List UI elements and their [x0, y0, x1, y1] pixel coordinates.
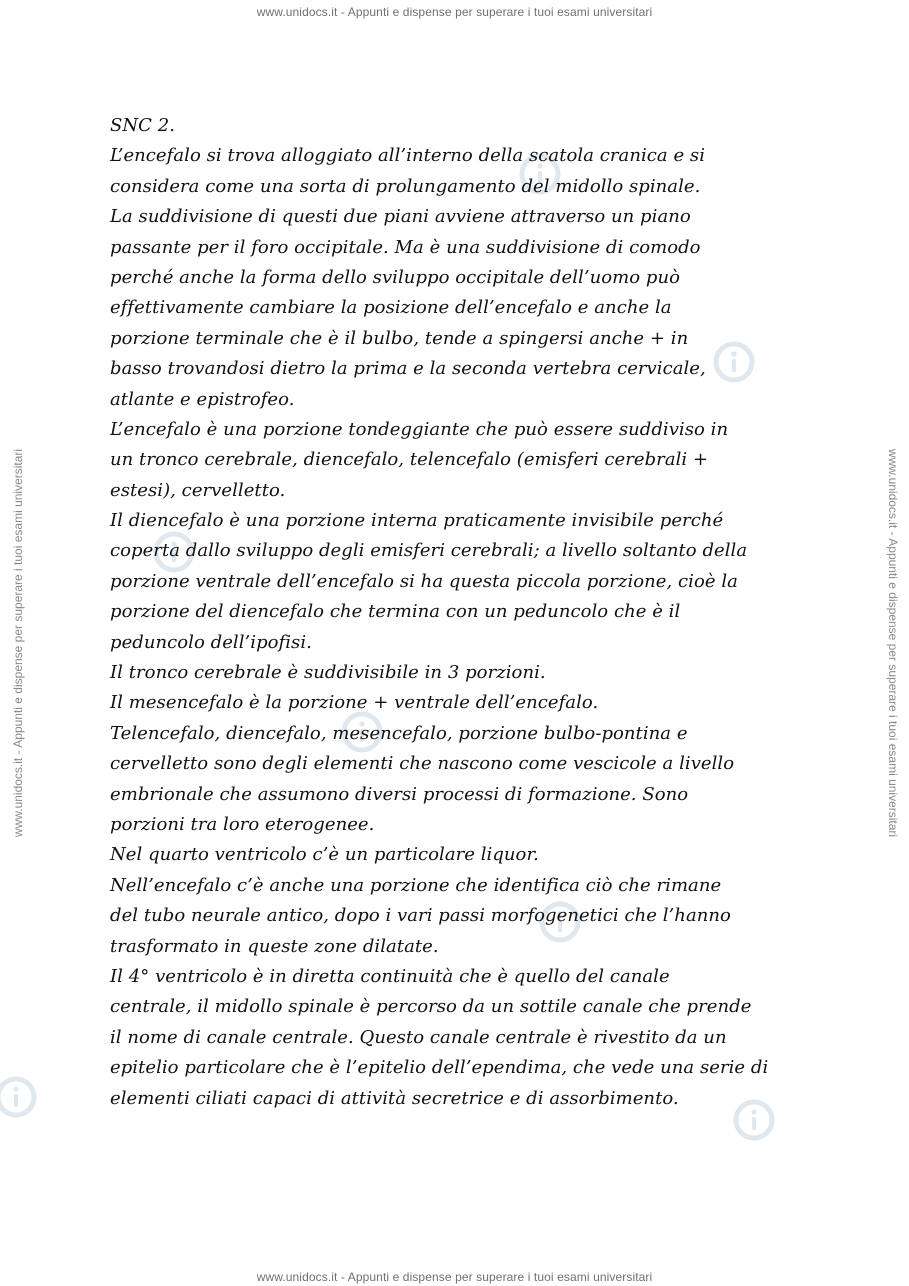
footer-banner: www.unidocs.it - Appunti e dispense per superare i tuoi esami universitari [256, 1270, 653, 1284]
text-line: Il tronco cerebrale è suddivisibile in 3 porzioni. [110, 662, 546, 684]
text-line: Il 4° ventricolo è in diretta continuità che è quello del canale [110, 965, 670, 987]
text-line: cervelletto sono degli elementi che nascono come vescicole a livello [110, 753, 735, 775]
text-line: epitelio particolare che è l’epitelio dell’ependima, che vede una serie di [110, 1057, 769, 1079]
text-line: porzione terminale che è il bulbo, tende a spingersi anche + in [110, 327, 689, 349]
text-line: considera come una sorta di prolungamento del midollo spinale. [110, 175, 701, 197]
text-line: porzione ventrale dell’encefalo si ha questa piccola porzione, cioè la [110, 570, 738, 592]
unidocs-logo-icon [0, 1075, 38, 1119]
text-line: Nell’encefalo c’è anche una porzione che identifica ciò che rimane [110, 874, 722, 896]
text-line: passante per il foro occipitale. Ma è una suddivisione di comodo [110, 236, 701, 258]
text-line: Il mesencefalo è la porzione + ventrale dell’encefalo. [110, 692, 599, 714]
text-line: peduncolo dell’ipofisi. [110, 631, 312, 653]
right-side-watermark: www.unidocs.it - Appunti e dispense per superare i tuoi esami universitari [886, 448, 900, 838]
text-line: il nome di canale centrale. Questo canale centrale è rivestito da un [110, 1026, 727, 1048]
text-line: Telencefalo, diencefalo, mesencefalo, porzione bulbo-pontina e [110, 722, 688, 744]
text-line: estesi), cervelletto. [110, 479, 286, 501]
text-line: L’encefalo si trova alloggiato all’interno della scatola cranica e si [110, 145, 706, 167]
header-banner: www.unidocs.it - Appunti e dispense per superare i tuoi esami universitari [256, 5, 653, 19]
text-line: del tubo neurale antico, dopo i vari passi morfogenetici che l’hanno [110, 905, 731, 927]
text-line: porzioni tra loro eterogenee. [110, 813, 375, 835]
text-line: trasformato in queste zone dilatate. [110, 935, 439, 957]
text-line: porzione del diencefalo che termina con un peduncolo che è il [110, 601, 681, 623]
text-line: L’encefalo è una porzione tondeggiante che può essere suddiviso in [110, 418, 729, 440]
text-line: atlante e epistrofeo. [110, 388, 295, 410]
text-line: basso trovandosi dietro la prima e la seconda vertebra cervicale, [110, 358, 706, 380]
text-line: embrionale che assumono diversi processi di formazione. Sono [110, 783, 689, 805]
text-line: Il diencefalo è una porzione interna praticamente invisibile perché [110, 510, 724, 532]
text-line: Nel quarto ventricolo c’è un particolare liquor. [110, 844, 539, 866]
text-line: un tronco cerebrale, diencefalo, telencefalo (emisferi cerebrali + [110, 449, 709, 471]
document-body [110, 111, 810, 1114]
text-line: La suddivisione di questi due piani avviene attraverso un piano [110, 206, 691, 228]
text-line: elementi ciliati capaci di attività secretrice e di assorbimento. [110, 1087, 679, 1109]
text-line: coperta dallo sviluppo degli emisferi cerebrali; a livello soltanto della [110, 540, 748, 562]
document-title: SNC 2. [110, 115, 176, 136]
text-line: centrale, il midollo spinale è percorso da un sottile canale che prende [110, 996, 752, 1018]
text-line: effettivamente cambiare la posizione dell’encefalo e anche la [110, 297, 672, 319]
text-line: perché anche la forma dello sviluppo occipitale dell’uomo può [110, 266, 680, 288]
left-side-watermark: www.unidocs.it - Appunti e dispense per superare i tuoi esami universitari [11, 448, 25, 838]
